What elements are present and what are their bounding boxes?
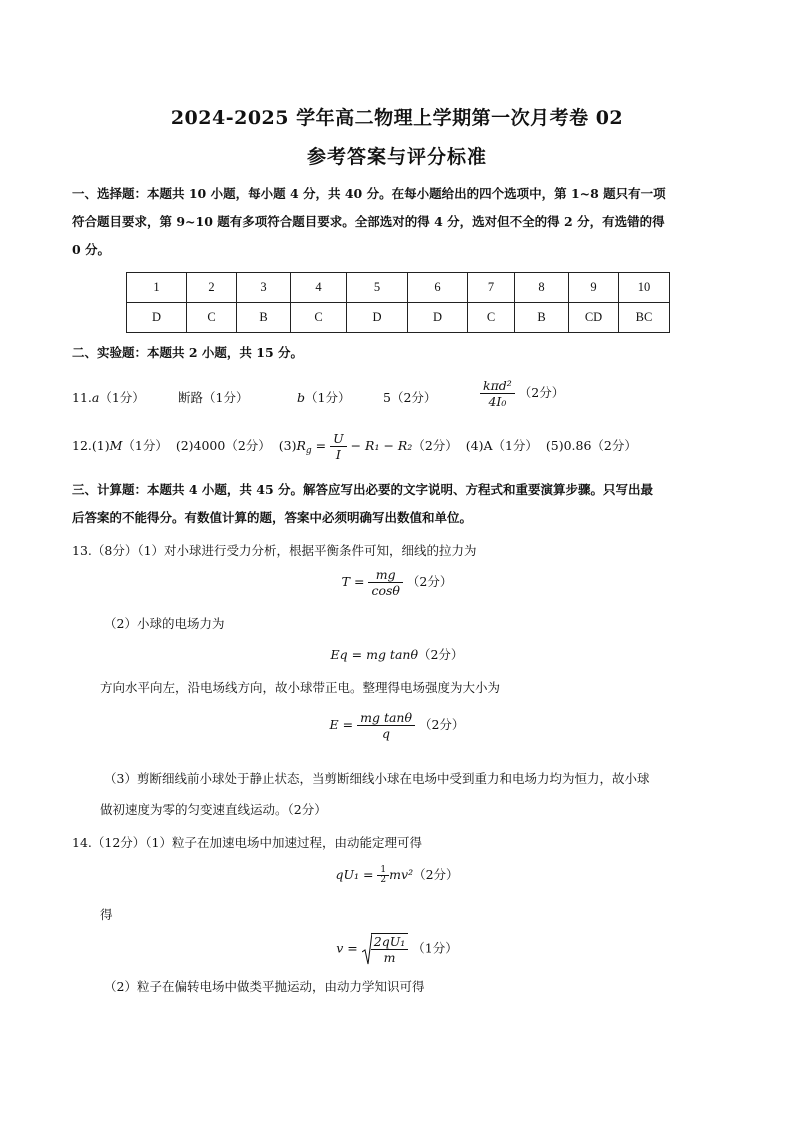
q12-part5: (5)0.86（2分） — [545, 438, 637, 453]
question-number: 2 — [187, 273, 237, 303]
q13-line4: （3）剪断细线前小球处于静止状态，当剪断细线小球在电场中受到重力和电场力均为恒力，故小球 — [104, 771, 650, 786]
q13-eq3-fraction — [357, 710, 415, 741]
q13-eq2-score: （2分） — [417, 647, 464, 662]
q12-part3-fraction — [330, 431, 347, 462]
q14-equation2 — [0, 932, 794, 966]
q14-eq1-score: （2分） — [413, 867, 459, 882]
q12-part1-prefix: 12.(1) — [72, 438, 110, 453]
question-number: 10 — [619, 273, 670, 303]
answer-cell: C — [187, 303, 237, 333]
answer-cell: D — [408, 303, 468, 333]
answer-cell: D — [127, 303, 187, 333]
page-subtitle: 参考答案与评分标准 — [306, 146, 487, 168]
section1-intro-line1: 一、选择题：本题共 10 小题，每小题 4 分，共 40 分。在每小题给出的四个选项中，第 1~8 题只有一项 — [72, 186, 666, 201]
q13-eq1-lhs: T = — [341, 574, 365, 589]
q11-answer3 — [297, 388, 350, 406]
fraction-denominator: q — [382, 726, 391, 741]
question-number: 8 — [515, 273, 569, 303]
fraction-numerator: 1 — [377, 866, 389, 876]
q14-eq2-fraction — [371, 934, 409, 965]
q11-answer1-score: （1分） — [99, 390, 145, 405]
q11-answer5 — [480, 378, 564, 409]
fraction-denominator: cosθ — [371, 583, 400, 598]
fraction-denominator: 4I₀ — [488, 394, 507, 409]
q11-answer2: 断路（1分） — [178, 390, 249, 405]
fraction-denominator: I — [335, 447, 341, 462]
q13-eq3-score: （2分） — [418, 717, 465, 732]
q12-part3-score: （2分） — [412, 438, 458, 453]
q13-line3: 方向水平向左，沿电场线方向，故小球带正电。整理得电场强度为大小为 — [100, 680, 501, 695]
q12-answers: 12.(1)M（1分） (2)4000（2分） $(3)R_g$ = $\frac{U}{I}$ − R₁ − R₂（2分） (4)A（1分） (5)0.86（2分） — [72, 431, 637, 462]
fraction-numerator: 2qU₁ — [371, 934, 409, 950]
question-number: 3 — [237, 273, 291, 303]
answer-cell: B — [237, 303, 291, 333]
q11-answer5-score: （2分） — [518, 385, 565, 400]
q12-part3-lhs: R — [296, 438, 306, 453]
q11-answer3-score: （1分） — [305, 390, 351, 405]
q12-part1-var: M — [109, 438, 123, 453]
q13-eq1-score: （2分） — [406, 574, 453, 589]
q13-eq3-lhs: E = — [329, 717, 354, 732]
answer-cell: BC — [619, 303, 670, 333]
q14-eq2-score: （1分） — [412, 940, 458, 956]
q13-line2: （2）小球的电场力为 — [104, 616, 225, 631]
q14-line1: 14.（12分）（1）粒子在加速电场中加速过程，由动能定理可得 — [72, 835, 422, 850]
section1-intro-line3: 0 分。 — [72, 242, 111, 257]
section3-intro-line2: 后答案的不能得分。有数值计算的题，答案中必须明确写出数值和单位。 — [72, 510, 473, 525]
q12-part2: (2)4000（2分） — [175, 438, 271, 453]
fraction-denominator: 2 — [380, 875, 387, 885]
q13-equation3 — [0, 710, 794, 741]
q14-eq2-lhs: v = — [336, 940, 358, 956]
section3-intro-line1: 三、计算题：本题共 4 小题，共 45 分。解答应写出必要的文字说明、方程式和重要演算步骤。只写出最 — [72, 482, 654, 497]
q11-answer3-var: b — [297, 390, 306, 405]
fraction-numerator: mg tanθ — [357, 710, 415, 726]
q11-answer4: 5（2分） — [383, 390, 437, 405]
q13-line1: 13.（8分）（1）对小球进行受力分析，根据平衡条件可知，细线的拉力为 — [72, 543, 477, 558]
answer-table — [126, 272, 670, 333]
q12-part4: (4)A（1分） — [465, 438, 538, 453]
question-number: 5 — [347, 273, 408, 303]
q11-label: 11. — [72, 390, 92, 405]
q14-line3: （2）粒子在偏转电场中做类平抛运动，由动力学知识可得 — [104, 979, 425, 994]
answer-cell: B — [515, 303, 569, 333]
question-number: 9 — [569, 273, 619, 303]
fraction-numerator: mg — [368, 567, 402, 583]
q12-part1-score: （1分） — [122, 438, 168, 453]
question-number: 7 — [468, 273, 515, 303]
question-number: 4 — [291, 273, 347, 303]
q11-answer1-var: a — [91, 390, 100, 405]
question-number: 6 — [408, 273, 468, 303]
q11-answers — [72, 388, 145, 406]
answer-cell: CD — [569, 303, 619, 333]
q13-eq1-fraction — [368, 567, 402, 598]
fraction-numerator: kπd² — [480, 378, 515, 394]
section1-intro — [72, 180, 722, 264]
answer-table-answer-row — [127, 303, 670, 333]
question-number: 1 — [127, 273, 187, 303]
answer-cell: C — [468, 303, 515, 333]
section2-intro: 二、实验题：本题共 2 小题，共 15 分。 — [72, 345, 304, 360]
answer-cell: C — [291, 303, 347, 333]
q12-part3-lhs-sub: g — [305, 446, 312, 456]
q14-eq1-rest: mv² — [389, 867, 414, 882]
q13-equation2 — [0, 645, 794, 663]
q12-part3-rest: − R₁ − R₂ — [350, 438, 413, 453]
section1-intro-line2: 符合题目要求，第 9~10 题有多项符合题目要求。全部选对的得 4 分，选对但不全的得 2 分，有选错的得 — [72, 214, 665, 229]
q14-line2: 得 — [100, 907, 113, 922]
square-root — [362, 932, 409, 966]
answer-cell: D — [347, 303, 408, 333]
section3-intro — [72, 476, 722, 532]
answer-table-number-row — [127, 273, 670, 303]
page-title: 2024-2025 学年高二物理上学期第一次月考卷 02 — [170, 107, 624, 129]
fraction-denominator: m — [383, 949, 396, 965]
q14-equation1 — [0, 865, 794, 885]
q13-eq2: Eq = mg tanθ — [330, 647, 418, 662]
q13-line5: 做初速度为零的匀变速直线运动。（2分） — [100, 802, 327, 817]
q11-answer5-fraction — [480, 378, 515, 409]
q12-part3-prefix: (3) — [278, 438, 297, 453]
q13-equation1 — [0, 567, 794, 598]
fraction-numerator: U — [330, 431, 347, 447]
q14-eq1-half — [377, 866, 389, 885]
q14-eq1-lhs: qU₁ = — [335, 867, 374, 882]
